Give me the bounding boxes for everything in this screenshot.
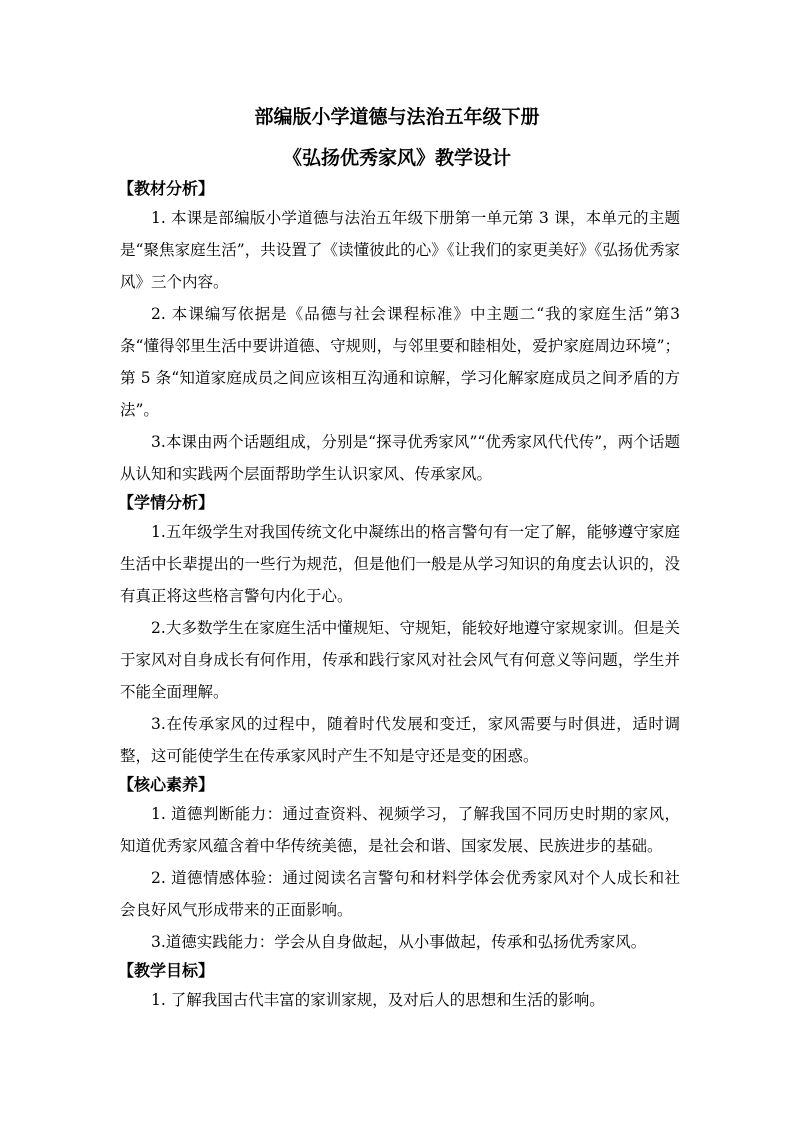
document-title: 部编版小学道德与法治五年级下册: [254, 106, 540, 128]
paragraph: 1. 了解我国古代丰富的家训家规，及对后人的思想和生活的影响。: [151, 991, 605, 1009]
section-heading: 【教学目标】: [118, 961, 215, 980]
paragraph: 3.道德实践能力：学会从自身做起，从小事做起，传承和弘扬优秀家风。: [151, 933, 647, 951]
section-textbook-analysis: [120, 176, 680, 490]
section-core-competencies: [120, 772, 680, 958]
document-subtitle: 《弘扬优秀家风》教学设计: [282, 147, 511, 169]
section-heading: 【教材分析】: [118, 179, 215, 198]
section-teaching-objectives: [120, 958, 680, 1016]
paragraph: 3.本课由两个话题组成，分别是“探寻优秀家风”“优秀家风代代传”，两个话题从认知和实践两个层面帮助学生认识家风、传承家风。: [120, 433, 680, 483]
paragraph: 2. 道德情感体验：通过阅读名言警句和材料学体会优秀家风对个人成长和社会良好风气形成带来的正面影响。: [120, 869, 680, 919]
section-heading: 【学情分析】: [118, 493, 215, 512]
paragraph: 2. 本课编写依据是《品德与社会课程标准》中主题二“我的家庭生活”第3条“懂得邻里生活中要讲道德、守规则，与邻里要和睦相处，爱护家庭周边环境”；第 5 条“知道家庭成员之间应该相互沟通和谅解，学习化解家庭成员之间矛盾的方法”。: [120, 305, 680, 419]
paragraph: 1. 本课是部编版小学道德与法治五年级下册第一单元第 3 课，本单元的主题是“聚焦家庭生活”，共设置了《读懂彼此的心》《让我们的家更美好》《弘扬优秀家风》三个内容。: [120, 209, 680, 291]
paragraph: 3.在传承家风的过程中，随着时代发展和变迁，家风需要与时俱进，适时调整，这可能使学生在传承家风时产生不知是守还是变的困惑。: [120, 715, 680, 765]
paragraph: 1. 道德判断能力：通过查资料、视频学习，了解我国不同历史时期的家风，知道优秀家风蕴含着中华传统美德，是社会和谐、国家发展、民族进步的基础。: [120, 805, 680, 855]
paragraph: 1.五年级学生对我国传统文化中凝练出的格言警句有一定了解，能够遵守家庭生活中长辈提出的一些行为规范，但是他们一般是从学习知识的角度去认识的，没有真正将这些格言警句内化于心。: [120, 523, 680, 605]
section-student-analysis: [120, 490, 680, 772]
paragraph: 2.大多数学生在家庭生活中懂规矩、守规矩，能较好地遵守家规家训。但是关于家风对自身成长有何作用，传承和践行家风对社会风气有何意义等问题，学生并不能全面理解。: [120, 619, 680, 701]
document-body: [120, 176, 680, 1016]
section-heading: 【核心素养】: [118, 775, 215, 794]
